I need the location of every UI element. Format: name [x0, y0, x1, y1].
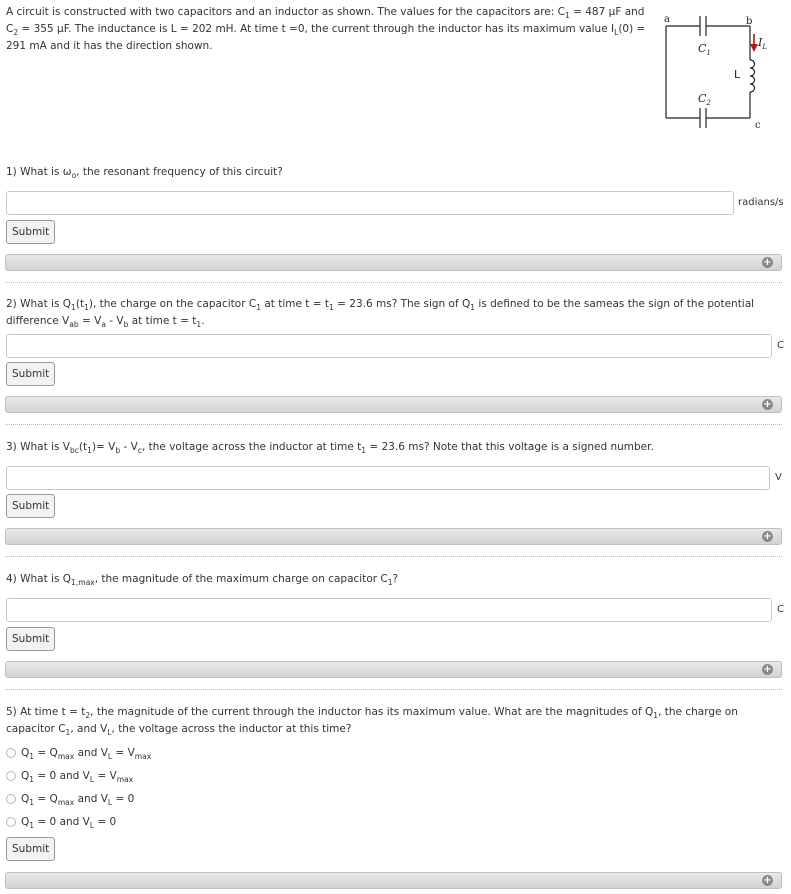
svg-text:C1: $C_1$ [698, 42, 711, 57]
svg-text:L: L [734, 68, 741, 81]
question-2-hint-bar[interactable] [5, 396, 782, 413]
radio-button[interactable] [6, 771, 16, 781]
question-3-answer-row [6, 466, 786, 490]
question-5-option[interactable]: $Q_1 = Q_{max}$ and $V_L = 0$ [6, 791, 134, 807]
question-2-submit-button[interactable]: Submit [6, 362, 55, 386]
question-3-unit: V [775, 472, 782, 483]
circuit-diagram [660, 8, 770, 133]
question-5-submit-button[interactable]: Submit [6, 837, 55, 861]
question-4-unit: C [777, 604, 784, 615]
question-4-submit-button[interactable]: Submit [6, 627, 55, 651]
question-3-hint-bar[interactable] [5, 528, 782, 545]
question-5-option[interactable]: $Q_1 = 0$ and $V_L = 0$ [6, 814, 116, 830]
question-5-option[interactable]: $Q_1 = 0$ and $V_L = V_{max}$ [6, 768, 133, 784]
problem-statement: A circuit is constructed with two capacitors and an inductor as shown. The values for the capacitors are: $C_1 = 487$ μF and $C_2 = 355$ μF. The inductance is L = 202 mH. At time t =0, the current through the inductor has its maximum value $I_L(0) = 291$ mA and it has the direction shown. [6, 6, 646, 52]
question-1-answer-row [6, 191, 786, 215]
question-2-unit: C [777, 340, 784, 351]
radio-button[interactable] [6, 817, 16, 827]
divider [5, 689, 782, 690]
question-5-text: 5) At time $t = t_2$, the magnitude of the current through the inductor has its maximum value. What are the magnitudes of $Q_1$, the charge on capacitor $C_1$, and $V_L$, the voltage across the inductor at this time? [6, 706, 738, 738]
question-5-option[interactable]: $Q_1 = Q_{max}$ and $V_L = V_{max}$ [6, 745, 151, 761]
plus-circle-icon[interactable]: + [763, 257, 772, 268]
radio-button[interactable] [6, 748, 16, 758]
divider [5, 282, 782, 283]
question-1-submit-button[interactable]: Submit [6, 220, 55, 244]
question-4-hint-bar[interactable] [5, 661, 782, 678]
question-1-answer-input[interactable] [6, 191, 734, 215]
question-2-answer-row [6, 334, 786, 358]
svg-text:C2: $C_2$ [698, 92, 711, 107]
svg-text:b: b [746, 16, 753, 27]
question-1-hint-bar[interactable] [5, 254, 782, 271]
divider [5, 556, 782, 557]
plus-circle-icon[interactable]: + [763, 399, 772, 410]
divider [5, 424, 782, 425]
question-2-text: 2) What is $Q_1(t_1)$, the charge on the capacitor $C_1$ at time $t = t_1 = 23.6$ ms? The sign of $Q_1$ is defined to be the sameas the sign of the potential difference $V_{ab} = V_a - V_b$ at time $t = t_1$. [6, 298, 755, 330]
svg-text:IL: $I_L$ [758, 36, 768, 51]
question-4-answer-input[interactable] [6, 598, 772, 622]
plus-circle-icon[interactable]: + [763, 875, 772, 886]
radio-button[interactable] [6, 794, 16, 804]
svg-text:a: a [664, 14, 670, 25]
question-5-hint-bar[interactable] [5, 872, 782, 889]
svg-text:c: c [755, 120, 761, 131]
question-3-answer-input[interactable] [6, 466, 770, 490]
question-1-unit: radians/s [738, 197, 784, 208]
question-4-answer-row [6, 598, 786, 622]
question-3-text: 3) What is $V_{bc}(t_1)= V_b - V_c$, the voltage across the inductor at time $t_1 = 23.6$ ms? Note that this voltage is a signed number. [6, 441, 654, 456]
question-2-answer-input[interactable] [6, 334, 772, 358]
question-1-text: 1) What is $\omega_o$, the resonant frequency of this circuit? [6, 166, 283, 181]
plus-circle-icon[interactable]: + [763, 531, 772, 542]
plus-circle-icon[interactable]: + [763, 664, 772, 675]
question-3-submit-button[interactable]: Submit [6, 494, 55, 518]
current-arrow-icon [750, 34, 758, 52]
question-4-text: 4) What is $Q_{1,max}$, the magnitude of the maximum charge on capacitor $C_1$? [6, 573, 399, 588]
